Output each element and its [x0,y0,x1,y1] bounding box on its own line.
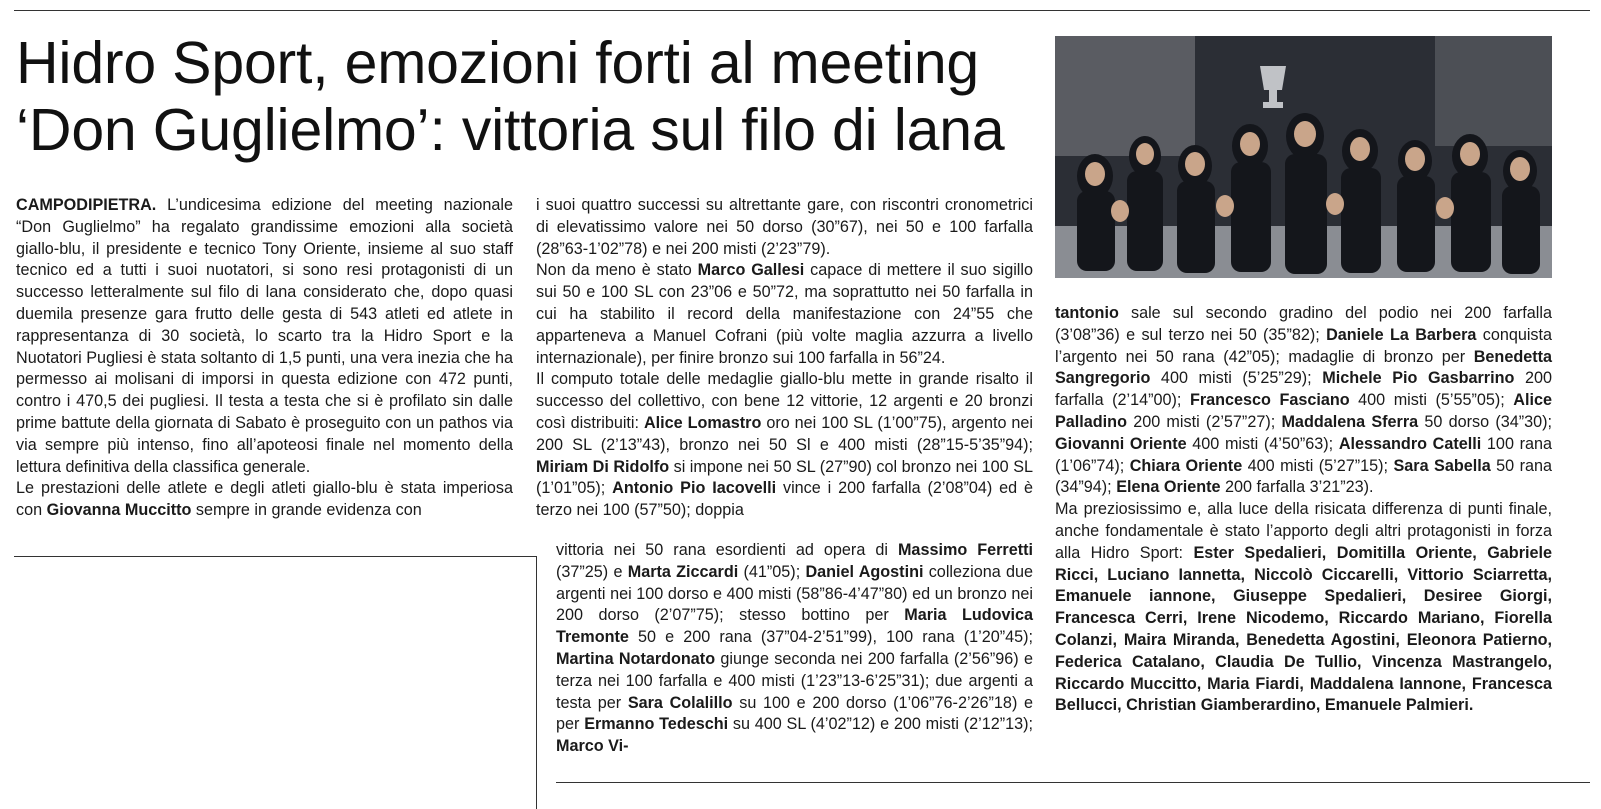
column-divider [536,556,537,809]
athlete-name: Sara Colalillo [627,693,733,712]
athlete-name: Antonio Pio Iacovelli [612,479,777,498]
body-text: Non da meno è stato [536,261,698,280]
athlete-name: Martina Notardonato [556,649,716,668]
body-text: 400 misti (5’55”05); [1349,391,1514,410]
athlete-name: Marco Gallesi [697,261,805,280]
body-text: Le prestazioni delle atlete e degli atleti giallo-blu è stata imperiosa con [16,479,513,520]
column-3-text [1055,303,1552,717]
body-text: (41”05); [738,562,806,581]
body-text: vittoria nei 50 rana esordienti ad opera di [556,541,898,559]
athlete-name: tantonio [1055,304,1119,322]
body-text: i suoi quattro successi su altrettante gare, con riscontri cronometrici di elevatissimo valore nei 50 dorso (30”67), nei 50 e 100 farfalla (28”63-1’02”78) e nei 200 misti (2’23”79). [536,196,1033,258]
body-text: 50 e 200 rana (37”04-2’51”99), 100 rana (1’20”45); [628,628,1033,647]
athlete-name: Alice Palladino [1055,391,1552,431]
team-photo-illustration [1055,36,1552,278]
body-text: 400 misti (5’25”29); [1150,369,1323,388]
athlete-name: Michele Pio Gasbarrino [1322,369,1515,388]
body-text: sempre in grande evidenza con [191,501,422,520]
athlete-name: Ester Spedalieri, Domitilla Oriente, Gabriele Ricci, Luciano Iannetta, Niccolò Ciccarelli, Vittorio Sciarretta, Emanuele iannone, Giuseppe Spedalieri, Desiree Giorgi, Francesca Cerri, Irene Nicodemo, Riccardo Mariano, Fiorella Colanzi, Maira Miranda, Benedetta Agostini, Eleonora Patierno, Federica Catalano, Claudia De Tullio, Vincenza Mastrangelo, Riccardo Muccitto, Maria Fiardi, Maddalena Iannone, Francesca Bellucci, Christian Giamberardino, Emanuele Palmieri. [1055,543,1552,715]
column-2-top [536,195,1033,522]
body-text: Ma preziosissimo e, alla luce della risicata differenza di punti finale, anche fondamentale è stato l’apporto degli altri protagonisti in forza alla Hidro Sport: [1055,500,1552,562]
athlete-name: Massimo Ferretti [897,541,1034,559]
body-text: giunge seconda nei 200 farfalla (2’56”96) e terza nei 100 farfalla e 400 misti (1’23”13-6’25”31); due argenti a testa per [556,649,1033,712]
body-text: su 400 SL (4’02”12) e 200 misti (2’12”13); [728,715,1034,734]
body-text: 200 farfalla (2’14”00); [1055,369,1552,410]
athlete-name: Maria Ludovica Tremonte [556,606,1034,647]
body-text: conquista l’argento nei 50 rana (42”05); madaglie di bronzo per [1055,325,1553,366]
body-text: 50 dorso (34”30); [1418,412,1553,431]
column-2-top-text [536,195,1033,522]
headline-line-2: ‘Don Guglielmo’: vittoria sul filo di lana [16,97,1005,163]
athlete-name: Daniel Agostini [805,562,924,581]
athlete-name: Sara Sabella [1393,456,1491,475]
athlete-name: Francesco Fasciano [1189,391,1350,410]
body-text: su 100 e 200 dorso (1’06”76-2’26”18) e per [556,693,1033,734]
column-2-bottom-text [556,540,1033,758]
body-text: sale sul secondo gradino del podio nei 200 farfalla (3’08”36) e sul terzo nei 50 (35”82); [1055,304,1552,344]
athlete-name: Miriam Di Ridolfo [536,457,670,476]
column-1-text [16,195,513,522]
athlete-name: Maddalena Sferra [1281,412,1419,431]
athlete-name: Ermanno Tedeschi [584,715,729,734]
body-text: colleziona due argenti nei 100 dorso e 400 misti (58”86-4’47”80) ed un bronzo nei 200 dorso (2’07”75); stesso bottino per [556,562,1033,625]
athlete-name: Marco Vi- [556,737,629,756]
column-1-end-rule [14,556,536,557]
athlete-name: Alice Lomastro [643,413,762,432]
body-text: 200 farfalla 3’21”23). [1220,478,1374,497]
body-text: (37”25) e [556,562,628,581]
athlete-name: Chiara Oriente [1129,456,1243,475]
body-text: 400 misti (4’50”63); [1186,434,1339,453]
athlete-name: Alessandro Catelli [1338,434,1482,453]
body-text: oro nei 100 SL (1’00”75), argento nei 200 SL (2’13”43), bronzo nei 50 Sl e 400 misti (28”15-5’35”94); [536,413,1034,454]
athlete-name: Daniele La Barbera [1326,325,1477,344]
bottom-rule [556,782,1590,783]
body-text: 100 rana (1’06”74); [1055,434,1553,475]
body-text: Il computo totale delle medaglie giallo-blu mette in grande risalto il successo del collettivo, con bene 12 vittorie, 12 argenti e 20 bronzi così distribuiti: [536,370,1033,432]
body-text: 400 misti (5’27”15); [1242,456,1394,475]
headline [16,30,1046,164]
body-text: vince i 200 farfalla (2’08”04) ed è terzo nei 100 (57”50); doppia [536,479,1033,520]
athlete-name: Giovanni Oriente [1055,434,1187,453]
athlete-name: CAMPODIPIETRA. [16,196,157,214]
column-2-bottom [556,540,1033,758]
body-text: L’undicesima edizione del meeting nazionale “Don Guglielmo” ha regalato grandissime emozioni alla società giallo-blu, il presidente e tecnico Tony Oriente, insieme al suo staff tecnico ed a tutti i suoi nuotatori, si sono resi protagonisti di un successo letteralmente sul filo di lana considerato che, dopo quasi duemila presenze gara frutto delle gesta di 543 atleti ed atlete in rappresentanza di 30 società, lo scarto tra la Hidro Sport e la Nuotatori Pugliesi è stata soltanto di 1,5 punti, una vera inezia che ha permesso ai molisani di imporsi in questa edizione con 472 punti, contro i 470,5 dei pugliesi. Il testa a testa che si è profilato sin dalle prime battute della giornata di Sabato è proseguito con un pathos via via sempre più intenso, fino all’apoteosi finale nel momento della lettura definitiva della classifica generale. [16,196,513,476]
athlete-name: Marta Ziccardi [627,562,739,581]
column-1 [16,195,513,522]
team-photo [1055,36,1552,278]
athlete-name: Giovanna Muccitto [46,501,192,520]
top-rule [14,10,1590,11]
body-text: si impone nei 50 SL (27”90) col bronzo nei 100 SL (1’01”05); [536,457,1033,498]
body-text: 50 rana (34”94); [1055,456,1552,497]
column-3 [1055,303,1552,717]
athlete-name: Benedetta Sangregorio [1055,347,1552,388]
body-text: 200 misti (2’57”27); [1126,412,1282,431]
body-text: capace di mettere il suo sigillo sui 50 e 100 SL con 23”06 e 50”72, ma soprattutto nei 50 farfalla in cui ha stabilito il record della manifestazione con 24”55 che apparteneva a Manuel Cofrani (più volte maglia azzurra a livello internazionale), per finire bronzo sui 100 farfalla in 56”24. [536,261,1033,367]
athlete-name: Elena Oriente [1116,478,1221,497]
headline-line-1: Hidro Sport, emozioni forti al meeting [16,30,980,96]
